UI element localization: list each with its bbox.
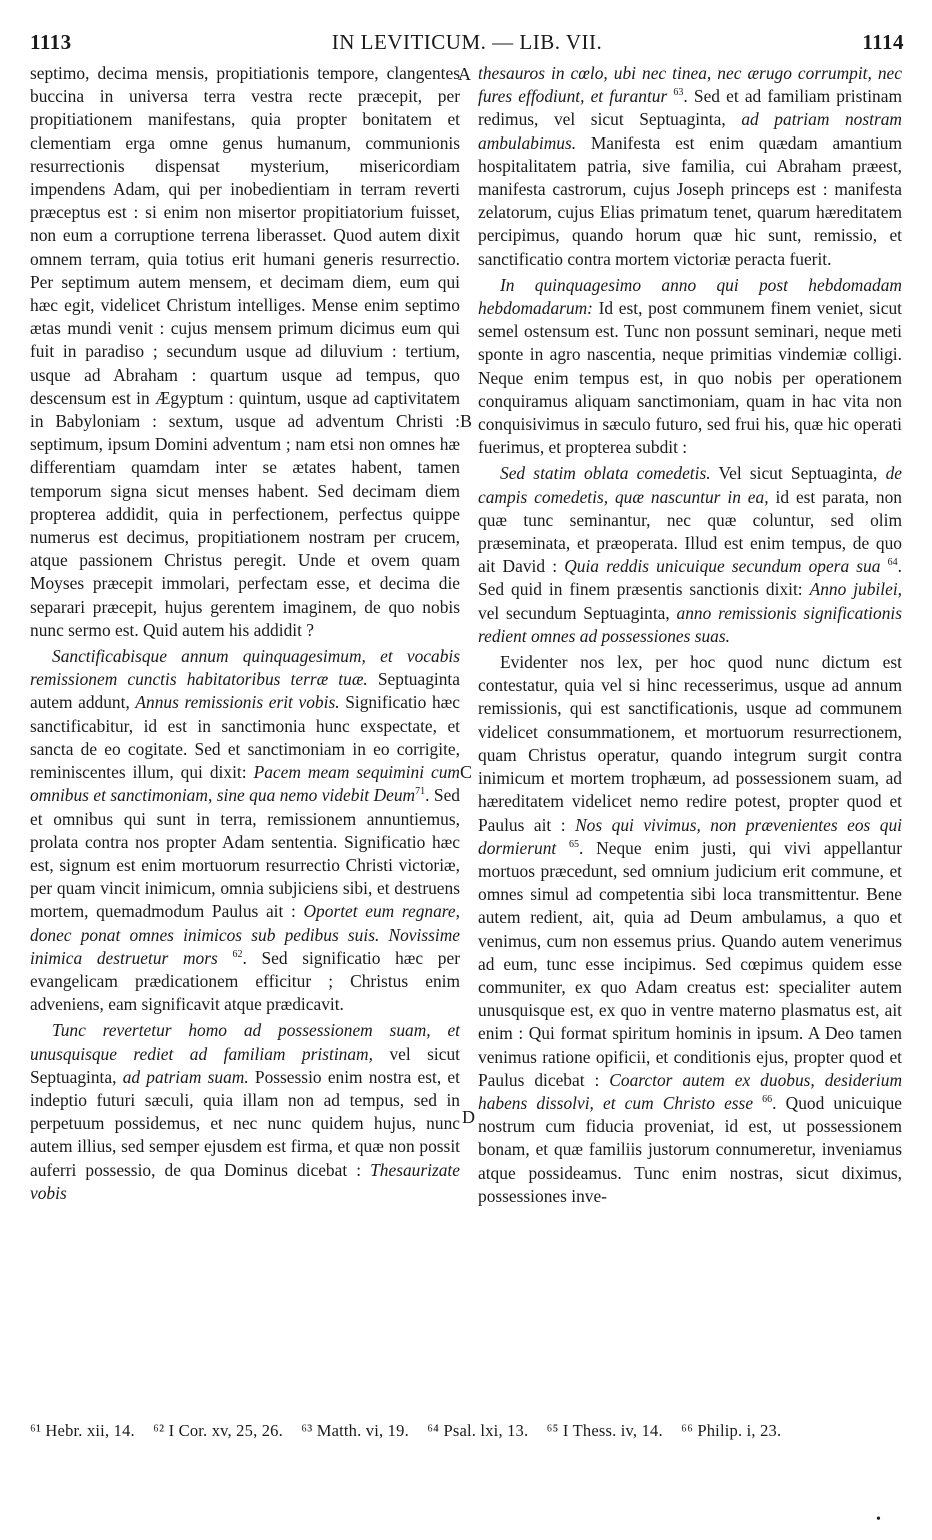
page-number-right: 1114 — [862, 30, 904, 54]
footnotes — [30, 1420, 902, 1442]
lemma: Tunc revertetur homo ad possessionem suam, et unusquisque rediet ad familiam pristinam, — [30, 1020, 460, 1064]
running-title: IN LEVITICUM. — LIB. VII. — [331, 30, 603, 54]
page-mark: • — [876, 1512, 881, 1527]
footnote-ref: 64 — [887, 557, 898, 569]
margin-marker-b: B — [460, 411, 473, 431]
paragraph: thesauros in cœlo, ubi nec tinea, nec ærugo corrumpit, nec fures effodiunt, et furantur $^{63}$. Sed et ad familiam pristinam redimus, vel sicut Septuaginta, ad patriam nostram ambulabimus. Manifesta est enim quædam amantium hospitalitatem patria, sive familia, cui Abraham præest, manifesta castrorum, cujus Joseph princeps est : manifesta zelatorum, cujus Elias primatum tenet, quarum hæreditatem percipimus, quando horum quæ hic sunt, remissio, et sanctificatio contra mortem victoriæ peracta fuerit. — [478, 63, 902, 269]
lemma: Sanctificabisque annum quinquagesimum, et vocabis remissionem cunctis habitatoribus terræ tuæ. — [30, 646, 460, 690]
footnote-ref: 71 — [415, 786, 426, 798]
footnote: ⁶³ Matth. vi, 19. — [301, 1421, 409, 1440]
margin-marker-a: A — [458, 64, 471, 84]
footnote-ref: 62 — [232, 948, 243, 960]
footnote-ref: 63 — [673, 87, 684, 99]
paragraph: Sanctificabisque annum quinquagesimum, et vocabis remissionem cunctis habitatoribus terræ tuæ. Septuaginta autem addunt, Annus remissionis erit vobis. Significatio hæc sanctificabitur, id est in sanctimonia hunc exspectate, et sancta de eo cogitate. Sed et sanctimoniam in eo corrigite, reminiscentes illum, qui dixit: Pacem meam sequimini cum omnibus et sanctimoniam, sine qua nemo videbit Deum$^{71}$. Sed et omnibus qui sunt in terra, remissionem annuntiemus, prolata contra nos propter Adam sententia. Significatio hæc est, signum est enim mortuorum resurrectio Christi victoriæ, per quam vincit inimicum, omnia subjiciens sibi, et destruens mortem, quemadmodum Paulus ait : Oportet eum regnare, donec ponat omnes inimicos sub pedibus suis. Novissime inimica destruetur mors $^{62}$. Sed significatio hæc per evangelicam prædicationem efficitur ; Christus enim adveniens, eam significavit atque prædicavit. — [30, 646, 460, 1015]
footnote: ⁶⁴ Psal. lxi, 13. — [427, 1421, 529, 1440]
paragraph: Evidenter nos lex, per hoc quod nunc dictum est contestatur, quia vel si hinc recesserimus, usque ad annum remissionis, qui est sanctificationis, usque ad communem videlicet consummationem, et mortuorum resurrectionem, quam Christus operatur, quando integrum surgit contra inimicum et mortem trophæum, ad possessionem suam, ad hæreditatem videlicet nemo redire potest, propter quod et Paulus ait : Nos qui vivimus, non prævenientes eos qui dormierunt $^{65}$. Neque enim justi, qui vivi appellantur mortuos præcedunt, sed omnium judicium erit commune, et omnes simul ad competentia sibi loca transmittentur. Bene autem redient, ait, quia ad Deum ambulamus, a quo et venimus, cum non essemus prius. Quando autem venerimus ad eum, tunc esse incipimus. Sed cœpimus quidem esse communiter, ex quo Adam creatus est: specialiter autem unusquisque est, ex quo in ventre materno plasmatus est, ait enim : Qui format spiritum hominis in ipsum. A Deo tamen venimus ratione opificii, et conditionis ejus, propter quod et Paulus dicebat : Coarctor autem ex duobus, desiderium habens dissolvi, et cum Christo esse $^{66}$. Quod unicuique nostrum cum fiducia proveniat, id est, ut possessionem bonam, et quæ familiis justorum connumeretur, inveniamus atque possideamus. Tunc enim nostras, sicut diximus, possessiones inve- — [478, 652, 903, 1206]
margin-marker-d: D — [462, 1107, 475, 1127]
page-number-left: 1113 — [30, 30, 72, 54]
footnote: ⁶¹ Hebr. xii, 14. — [30, 1421, 135, 1440]
paragraph: Sed statim oblata comedetis. Vel sicut Septuaginta, de campis comedetis, quæ nascuntur in ea, id est parata, non quæ tunc seminantur, nec quæ coluntur, sed olim præseminata, et præoperata. Illud est enim tempus, de quo ait David : Quia reddis unicuique secundum opera sua $^{64}$. Sed quid in finem præsentis sanctionis dixit: Anno jubilei, vel secundum Septuaginta, anno remissionis significationis redient omnes ad possessiones suas. — [478, 463, 902, 646]
footnote: ⁶² I Cor. xv, 25, 26. — [153, 1421, 283, 1440]
footnote-ref: 66 — [762, 1094, 773, 1106]
footnote-ref: 65 — [569, 838, 580, 850]
margin-marker-c: C — [460, 762, 473, 782]
paragraph: septimo, decima mensis, propitiationis tempore, clangentes buccina in universa terra vestra recte præcepit, per propitiationem manifestans, quia propter bonitatem et clementiam erga omne genus humanum, communionis resurrectionis dispensat mysterium, misericordiam impendens Adam, qui per inobedientiam in terram reverti præceptus est : si enim non misertor propitiatorium fuisset, non eum a corruptione terrena liberasset. Quod autem dixit omnem terram, quia totius erit humani generis resurrectio. Per septimum autem mensem, et decimam diem, eum qui hæc egit, videlicet Christum intelliges. Mense enim septimo ætas mundi venit : cujus mensem primum dicimus eum qui fuit in paradiso ; secundum usque ad diluvium : tertium, usque ad Abraham : quartum usque ad tempus, quo descensum est in Ægyptum : quintum, usque ad captivitatem in Babyloniam : sextum, usque ad adventum Christi : septimum, ipsum Domini adventum ; nam etsi non omnes hæ differentiam quamdam inter se ætates habent, tamen temporum signa sicut menses habent. Sed decimam diem propterea addidit, quia in perfectionem, perfectus quippe numerus est decimus, propitiationem nostram per crucem, atque passionem Christus peregit. Unde et ovem quam Moyses præcepit immolari, perfectam esse, et decima die separari præcepit, hujus gerentem imaginem, de quo nobis nunc sermo est. Quid autem his addidit ? — [30, 63, 460, 640]
paragraph: Tunc revertetur homo ad possessionem suam, et unusquisque rediet ad familiam pristinam, vel sicut Septuaginta, ad patriam suam. Possessio enim nostra est, et indeptio futuri sæculi, quia illam non ad tempus, sed in perpetuum possidemus, et nec nunc quidem hujus, nunc autem illius, sed semper ejusdem est firma, et quæ non possit auferri possessio, de qua Dominus dicebat : Thesaurizate vobis — [30, 1020, 460, 1203]
left-column — [30, 62, 460, 1205]
running-header — [30, 24, 904, 58]
paragraph: In quinquagesimo anno qui post hebdomadam hebdomadarum: Id est, post communem finem veniet, sicut semel ostensum est. Tunc non possunt seminari, neque meti sponte in agro nascentia, neque primitias vindemiæ colligi. Neque enim tempus est, in quo nobis per operationem conquiramus aliquam sanctimoniam, quam in hac vita non conquisivimus in sæculo futuro, sed frui his, quæ hic operati fuerimus, et propterea subdit : — [478, 274, 902, 458]
footnote: ⁶⁶ Philip. i, 23. — [681, 1421, 782, 1440]
footnote: ⁶⁵ I Thess. iv, 14. — [546, 1421, 663, 1440]
lemma: Sed statim oblata comedetis. — [500, 463, 711, 484]
right-column — [478, 62, 902, 1208]
lemma: In quinquagesimo anno qui post hebdomadam hebdomadarum: — [478, 274, 902, 319]
